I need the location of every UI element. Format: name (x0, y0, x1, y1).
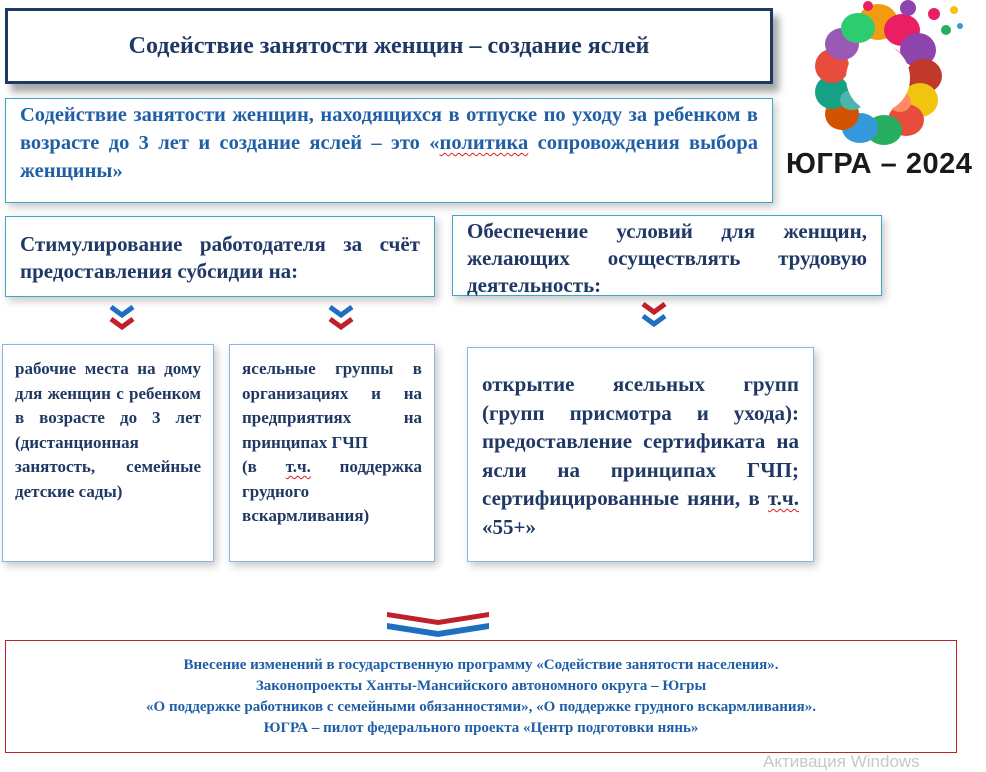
card-open-groups (467, 347, 814, 562)
card-nursery-groups-note: поддержка грудного вскармливания) (242, 457, 423, 525)
card-nursery-groups-abbr: т.ч. (285, 457, 311, 476)
employer-stimulation-heading: Стимулирование работодателя за счёт предоставления субсидии на: (20, 232, 420, 283)
logo-text: ЮГРА – 2024 (786, 148, 973, 180)
card-open-groups-text: открытие ясельных групп (групп присмотра и ухода): предоставление сертификата на ясли на принципах ГЧП; сертифицированные няни, в (482, 372, 799, 510)
card-nursery-groups-text: ясельные группы в организациях и на предприятиях на принципах ГЧП (242, 359, 422, 452)
intro-emphasis: политика (439, 132, 529, 154)
intro-text-start: Содействие занятости женщин, находящихся в отпуске по уходу за ребенком в возрасте до 3 лет и создание яслей – это « (20, 104, 758, 154)
card-nursery-groups-prefix: (в (242, 457, 286, 476)
slide-title: Содействие занятости женщин – создание яслей (128, 32, 650, 59)
big-chevron-down-icon (385, 608, 491, 638)
chevron-down-icon (108, 305, 136, 331)
card-open-groups-tail: «55+» (482, 514, 536, 539)
card-home-work (2, 344, 214, 562)
work-conditions-heading: Обеспечение условий для женщин, желающих осуществлять трудовую деятельность: (467, 219, 867, 297)
card-open-groups-abbr: т.ч. (767, 486, 799, 510)
legislation-box (5, 640, 957, 753)
card-nursery-groups (229, 344, 435, 562)
intro-text-end: сопровождения выбора женщины» (20, 132, 758, 182)
chevron-down-icon (640, 302, 668, 328)
employer-stimulation-box (5, 216, 435, 297)
chevron-down-icon (327, 305, 355, 331)
legislation-line: ЮГРА – пилот федерального проекта «Центр подготовки нянь» (263, 720, 699, 736)
slide-title-box (5, 8, 773, 84)
legislation-line: Законопроекты Ханты-Мансийского автономного округа – Югры (255, 678, 707, 694)
work-conditions-box (452, 215, 882, 296)
intro-box (5, 98, 773, 203)
card-home-work-text: рабочие места на дому для женщин с ребенком в возрасте до 3 лет (дистанционная занятость, семейные детские сады) (15, 359, 201, 501)
legislation-line: «О поддержке работников с семейными обязанностями», «О поддержке грудного вскармливания». (146, 699, 816, 715)
legislation-line: Внесение изменений в государственную программу «Содействие занятости населения». (183, 657, 779, 673)
windows-activation-watermark: Активация Windows (763, 752, 920, 771)
